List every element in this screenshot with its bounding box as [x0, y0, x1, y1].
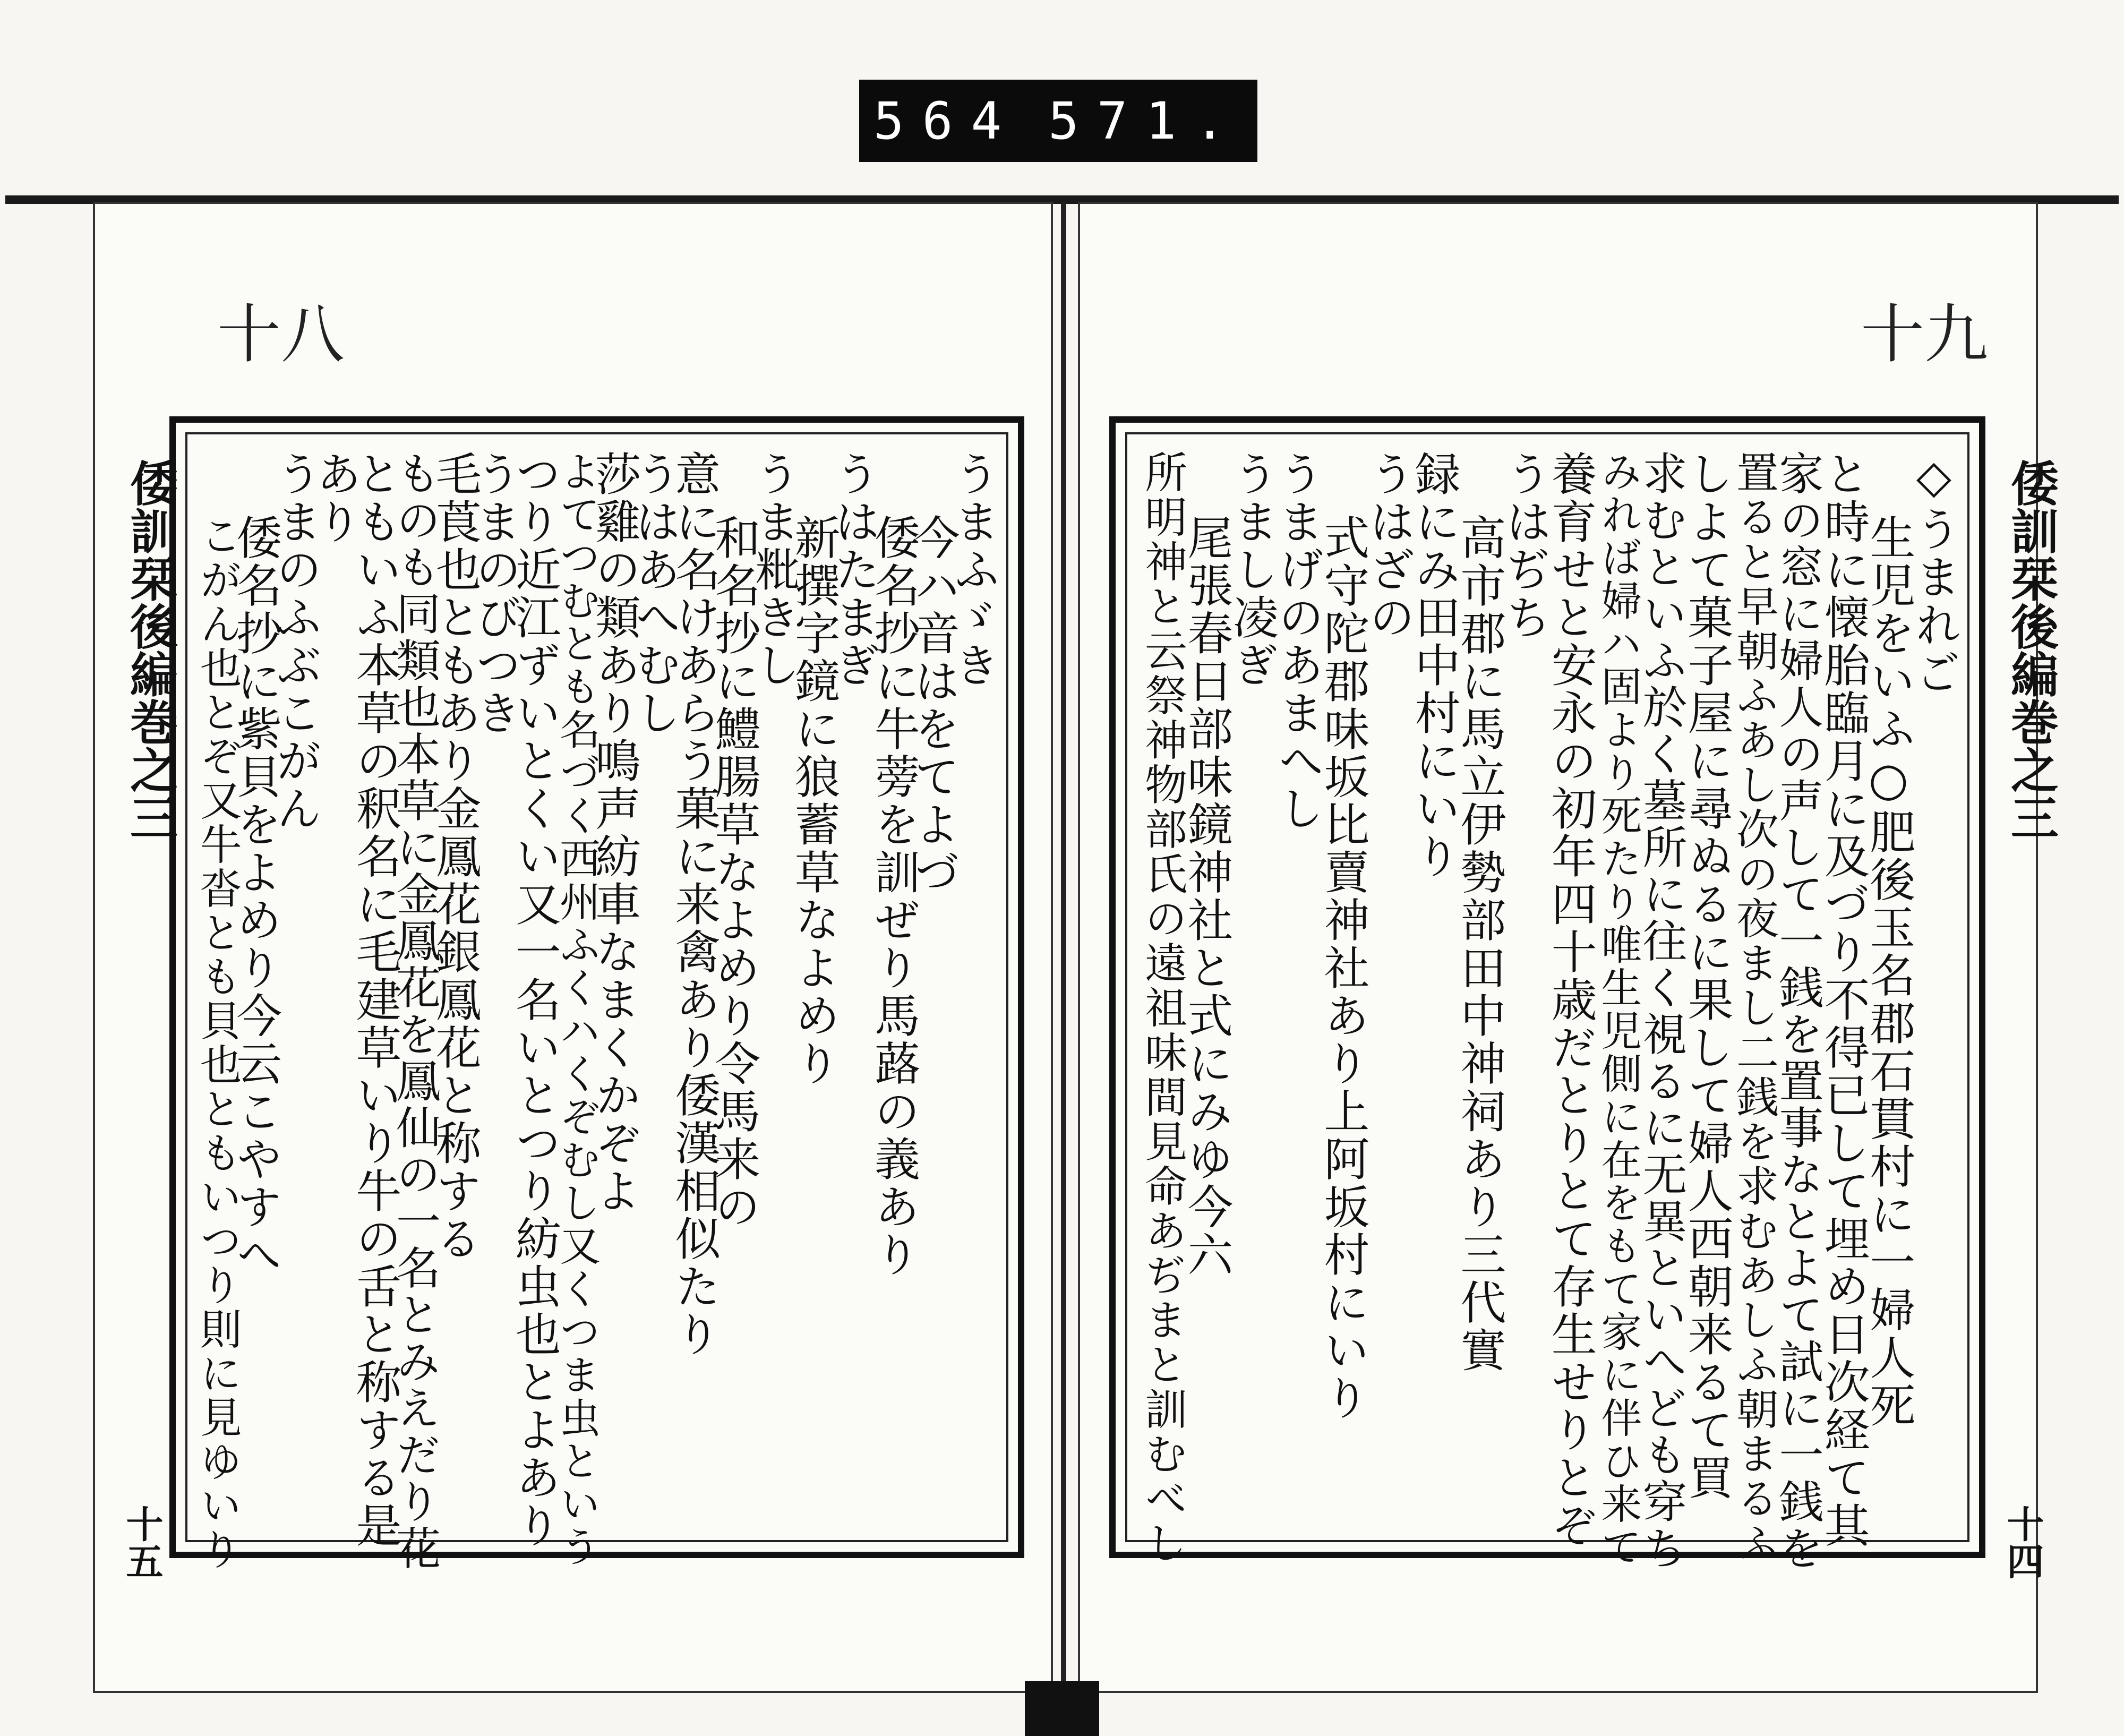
left-header-tab: 倭訓栞後編巻之三 [122, 459, 178, 841]
text-column: うはぢち [1498, 450, 1551, 642]
text-column: つり近江ずいとくい又一名いとつり紡虫也とよあり [507, 450, 561, 1550]
text-column: ◇うまれご [1907, 450, 1960, 697]
text-column: うはあへむし [627, 450, 681, 737]
text-column: 倭名抄に牛蒡を訓ぜり馬蕗の義あり [866, 514, 920, 1279]
left-page [93, 202, 1053, 1693]
text-column: 意に名けあらう菓に来禽あり倭漢相似たり [667, 450, 721, 1358]
text-column: 録にみ田中村にいり [1407, 450, 1460, 880]
binding-clip [1025, 1681, 1099, 1736]
text-column: うまし凌ぎ [1225, 450, 1278, 689]
text-column: ともいふ本草の釈名に毛建草いり牛の舌と称する是 [348, 450, 401, 1550]
text-column: 置ると早朝ふあし次の夜まし二銭を求むあしふ朝まるふ [1729, 450, 1779, 1566]
text-column: 和名抄に鱧腸草なよめり令馬来の [707, 514, 760, 1231]
text-column: よてつむとも名づく西州ふくハくぞむし又くつま虫という [553, 450, 600, 1569]
text-column: 所明神と云祭神物部氏の遠祖味間見命あぢまと訓むべし [1137, 450, 1187, 1566]
text-column: しよて菓子屋に尋ぬるに果して婦人西朝来るて買 [1680, 450, 1733, 1502]
right-text-frame [1109, 416, 1985, 1572]
left-text-area [185, 432, 1008, 1572]
text-column: うま粃きし [747, 450, 800, 689]
text-column: 式守陀郡味坂比賣神社あり上阿坂村にいり [1316, 514, 1369, 1422]
text-column: と時に懐胎臨月に及づり不得已して埋め日次経て其 [1816, 450, 1870, 1550]
text-column: 尾張春日部味鏡神社と式にみゆ今六 [1179, 514, 1233, 1279]
text-column: 生児をいふ○肥後玉名郡石貫村に一婦人死 [1862, 514, 1915, 1430]
text-column: 今ハ音はをてよづ [906, 514, 960, 896]
text-column: うはたまぎ [826, 450, 880, 689]
right-page [1078, 202, 2059, 1693]
text-column: うはざの [1361, 450, 1415, 642]
book-spine [1061, 202, 1066, 1694]
text-column: 倭名抄に紫貝をよめり今云こやすへ [228, 514, 282, 1279]
left-page-number: 十八 [217, 298, 345, 372]
text-column: うまのふぶこがん [268, 450, 322, 833]
text-column: うまふゞき [946, 450, 999, 689]
text-column: みれば婦ハ固より死たり唯生児側に在をもて家に伴ひ来て [1594, 450, 1642, 1569]
text-column: ものも同類也本草に金鳳花を鳳仙の一名とみえだり花 [389, 450, 441, 1572]
text-column: うまげのあまへし [1270, 450, 1324, 833]
text-column: 新撰字鏡に狼蓄草なよめり [786, 514, 840, 1088]
right-text-area [1125, 432, 1969, 1572]
right-header-tab: 倭訓栞後編巻之三 [2002, 459, 2059, 841]
text-column: 養育せと安永の初年四十歳だとりとて存生せりとぞ [1543, 450, 1597, 1550]
text-column: 毛莨也ともあり金鳳花銀鳳花と称する [427, 450, 481, 1263]
text-column: うまのびつき [467, 450, 521, 737]
left-text-frame [169, 416, 1024, 1572]
text-column: あり [308, 450, 362, 546]
archive-label [859, 80, 1257, 162]
archive-label-start: 564 [873, 91, 1020, 151]
text-column: 莎雞の類あり鳴声紡車なまくかぞよ [587, 450, 641, 1215]
text-column: 求むといふ於く墓所に往く視るに无異といへども穿ち [1635, 450, 1688, 1572]
right-page-number: 十九 [1861, 298, 1988, 372]
left-folio: 十五 [120, 1505, 164, 1579]
text-column: こがん也とぞ又牛沓とも貝也ともいつり則に見ゆいり [193, 514, 242, 1572]
archive-label-end: 571. [1048, 91, 1244, 151]
text-column: 高市郡に馬立伊勢部田中神祠あり三代實 [1452, 514, 1506, 1374]
right-folio: 十四 [2001, 1505, 2045, 1579]
text-column: 家の窓に婦人の声して一銭を置事なとよて試に一銭を [1772, 450, 1824, 1572]
